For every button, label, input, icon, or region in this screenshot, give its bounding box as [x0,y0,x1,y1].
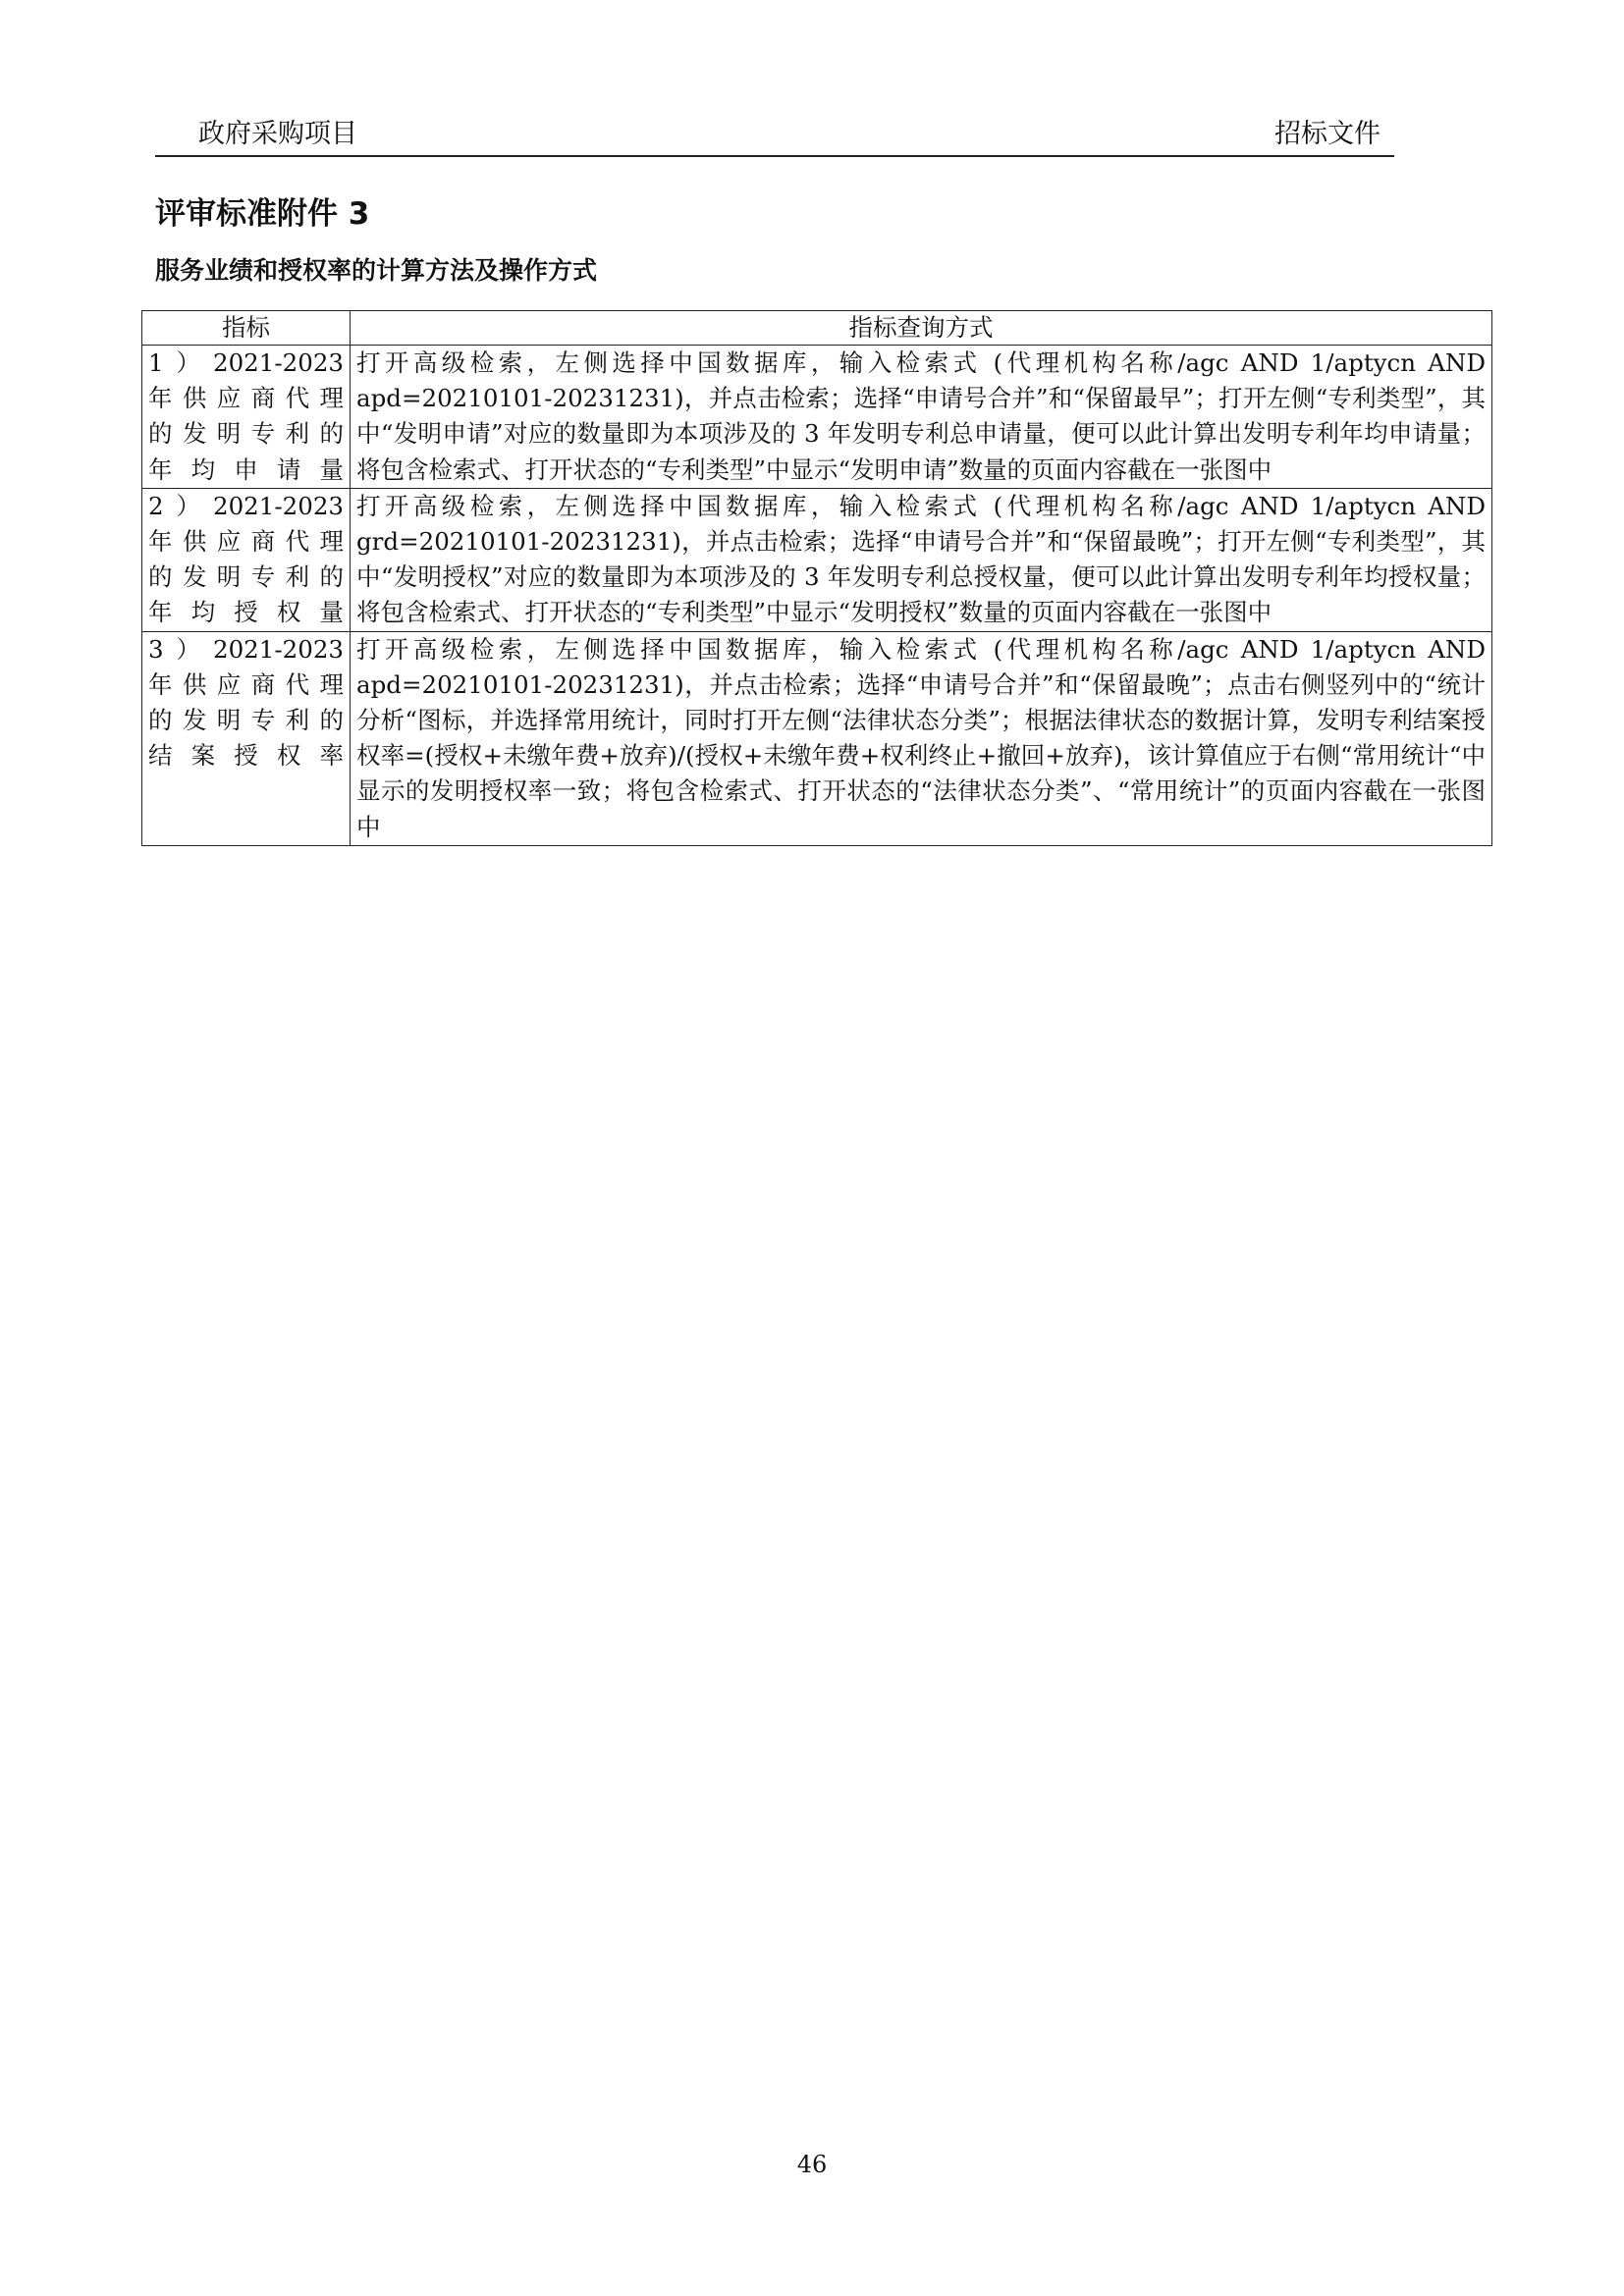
indicator-line: 年供应商代理 [148,669,344,699]
criteria-table [141,310,1492,846]
page-number: 46 [796,2151,828,2178]
table-row [142,488,1492,631]
indicator-line: 年供应商代理 [148,384,344,413]
column-header-method: 指标查询方式 [351,311,1492,346]
method-cell: 打开高级检索，左侧选择中国数据库，输入检索式 (代理机构名称/agc AND 1/aptycn AND apd=20210101-20231231)，并点击检索；选择“申请号合并”和“保留最早”；打开左侧“专利类型”，其中“发明申请”对应的数量即为本项涉及的 3 年发明专利总申请量，便可以此计算出发明专利年均申请量；将包含检索式、打开状态的“专利类型”中显示“发明申请”数量的页面内容截在一张图中 [351,346,1492,489]
indicator-line: 1）2021-2023 [148,348,344,377]
method-cell: 打开高级检索，左侧选择中国数据库，输入检索式 (代理机构名称/agc AND 1/aptycn AND apd=20210101-20231231)，并点击检索；选择“申请号合并”和“保留最晚”；点击右侧竖列中的“统计分析“图标，并选择常用统计，同时打开左侧“法律状态分类”；根据法律状态的数据计算，发明专利结案授权率=(授权+未缴年费+放弃)/(授权+未缴年费+权利终止+撤回+放弃)，该计算值应于右侧“常用统计“中显示的发明授权率一致；将包含检索式、打开状态的“法律状态分类”、“常用统计”的页面内容截在一张图中 [351,631,1492,845]
page-header [155,116,1394,157]
indicator-line: 年均授权量 [148,598,344,627]
table-row [142,346,1492,489]
table-header-row [142,311,1492,346]
section-title: 评审标准附件 3 [155,196,370,232]
indicator-line: 3）2021-2023 [148,634,344,664]
column-header-indicator: 指标 [142,311,351,346]
indicator-line: 结案授权率 [148,741,344,771]
section-subtitle: 服务业绩和授权率的计算方法及操作方式 [155,256,598,285]
header-project-type: 政府采购项目 [198,119,357,149]
method-cell: 打开高级检索，左侧选择中国数据库，输入检索式 (代理机构名称/agc AND 1/aptycn AND grd=20210101-20231231)，并点击检索；选择“申请号合并”和“保留最晚”；打开左侧“专利类型”，其中“发明授权”对应的数量即为本项涉及的 3 年发明专利总授权量，便可以此计算出发明专利年均授权量；将包含检索式、打开状态的“专利类型”中显示“发明授权”数量的页面内容截在一张图中 [351,488,1492,631]
indicator-line: 的发明专利的 [148,562,344,592]
indicator-line: 的发明专利的 [148,419,344,449]
indicator-line: 年供应商代理 [148,527,344,557]
indicator-line: 2）2021-2023 [148,491,344,520]
indicator-line: 的发明专利的 [148,706,344,735]
indicator-line: 年均申请量 [148,454,344,484]
indicator-cell [142,346,351,489]
indicator-cell [142,631,351,845]
header-document-type: 招标文件 [1274,119,1380,149]
table-row [142,631,1492,845]
indicator-cell [142,488,351,631]
